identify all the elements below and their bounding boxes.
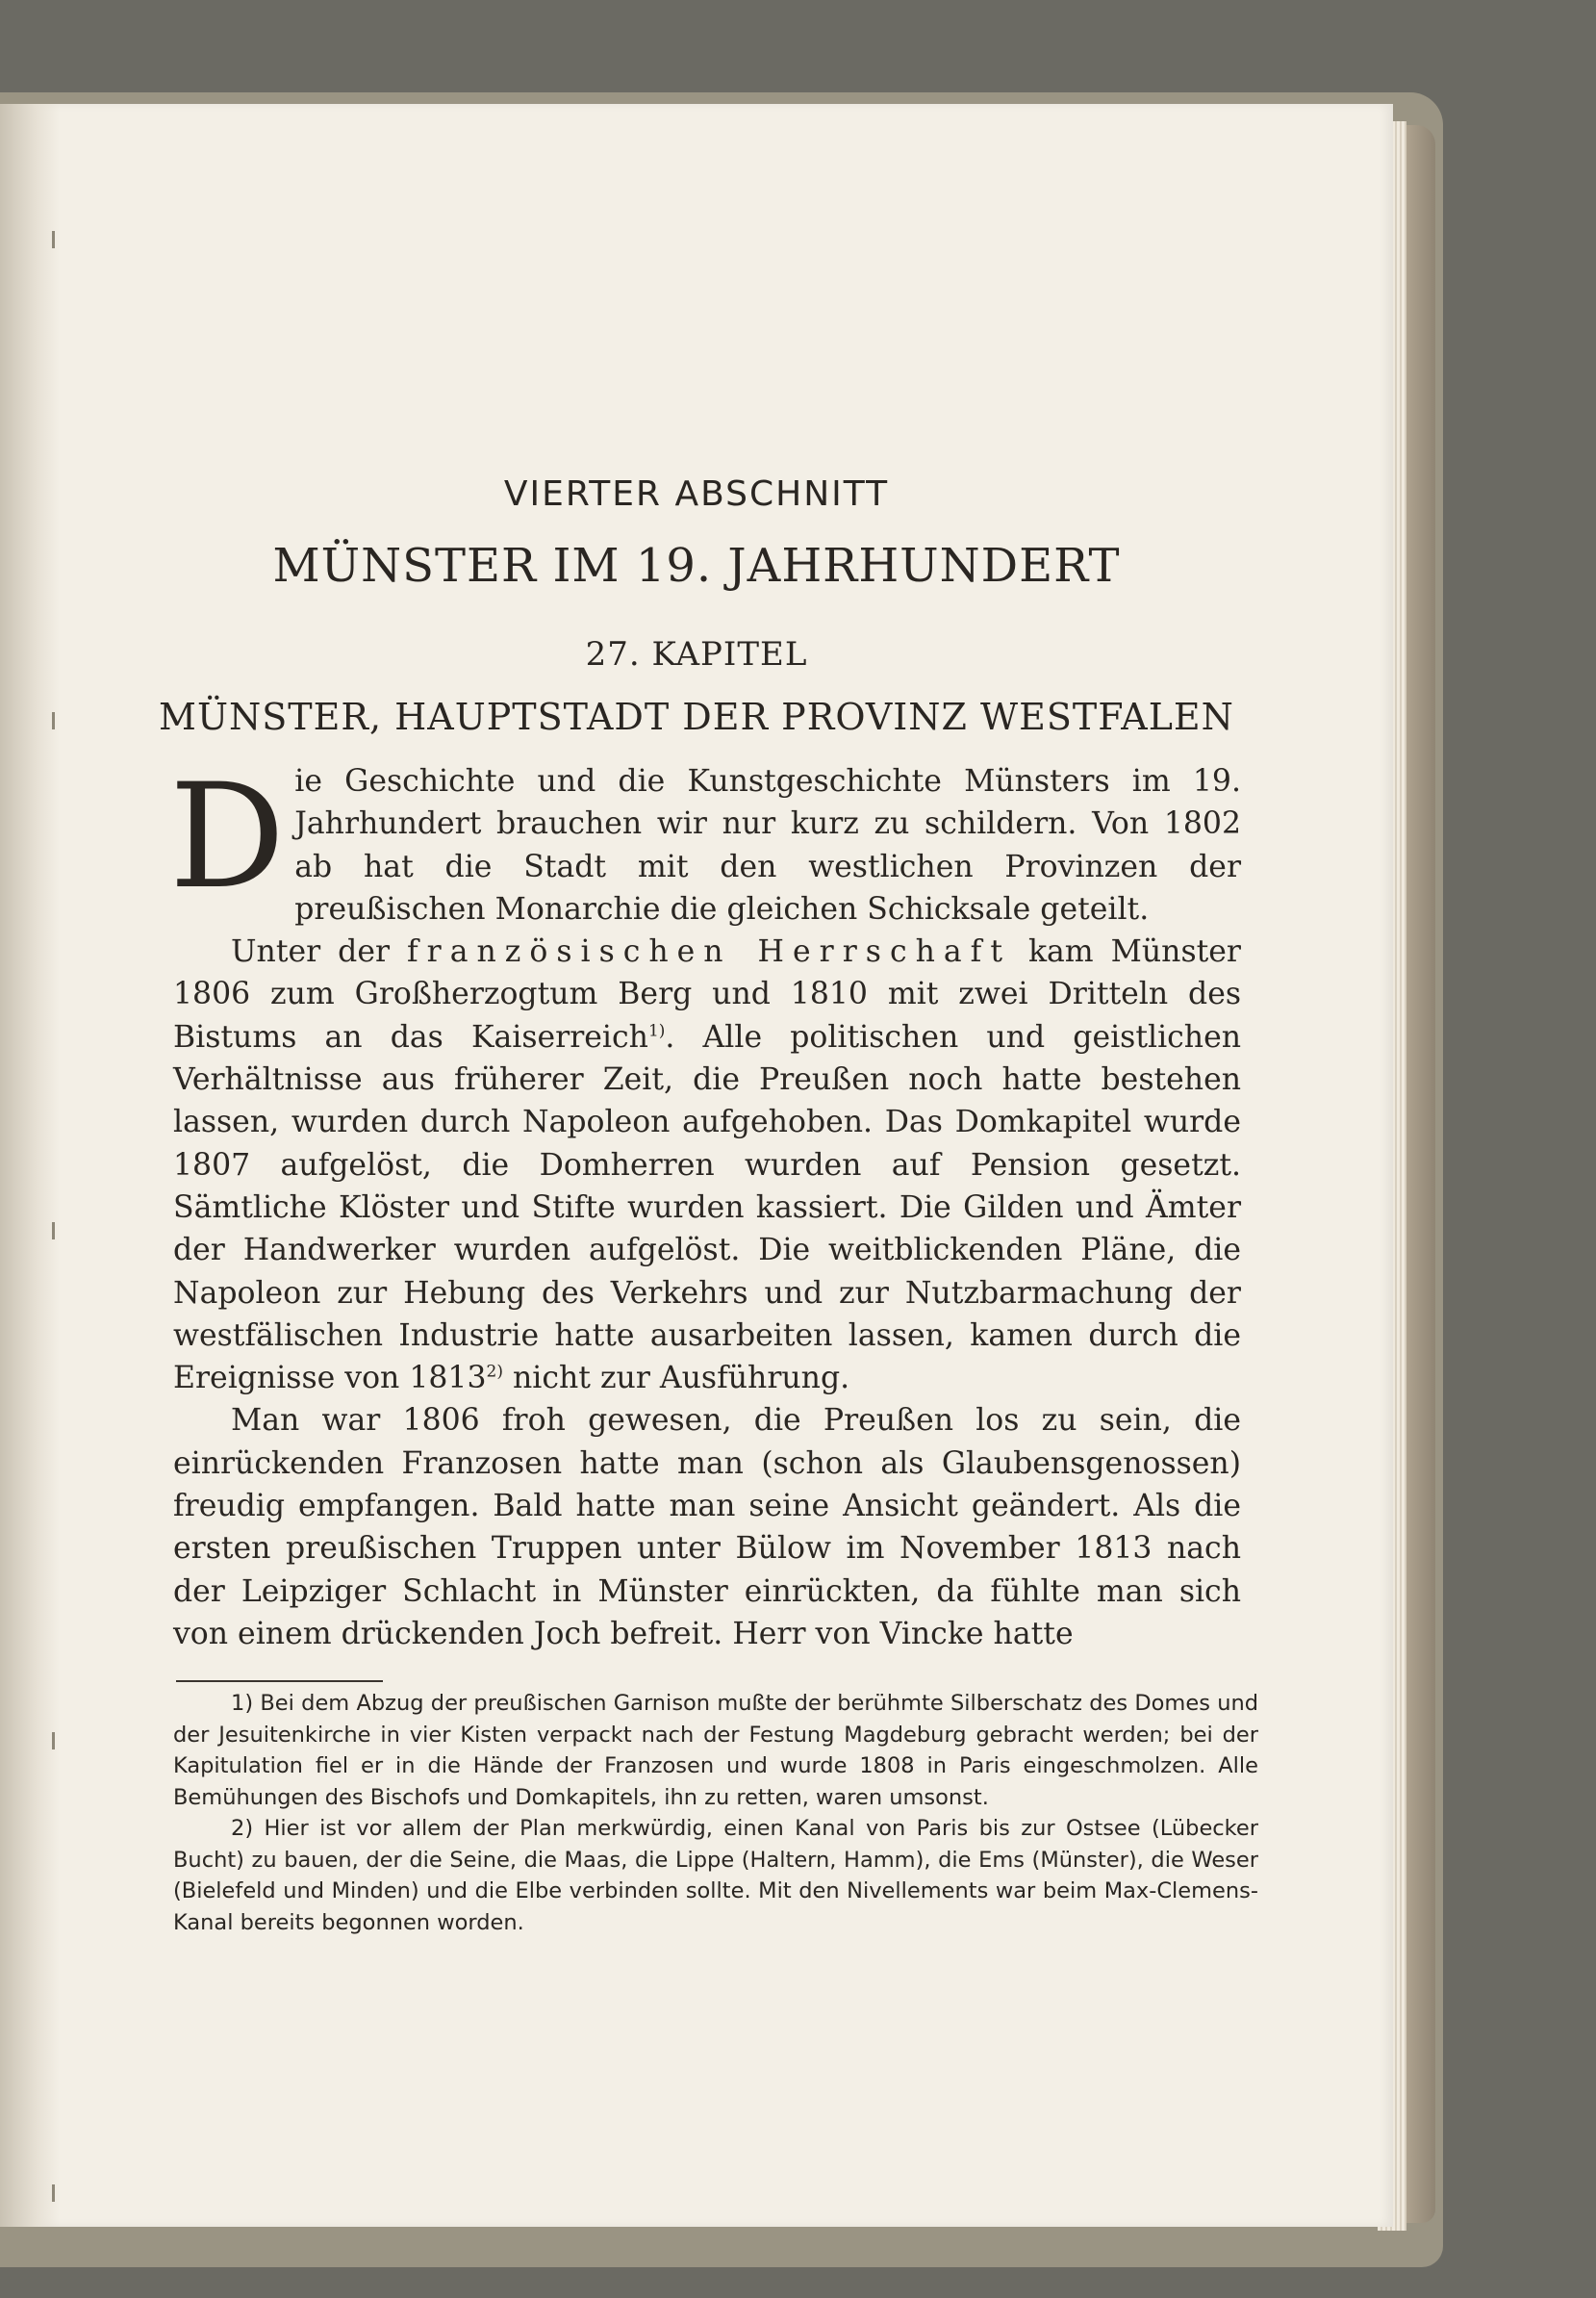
- paragraph-3-text: Man war 1806 froh gewesen, die Preußen los zu sein, die einrückenden Franzosen hatte man (schon als Glaubensgenossen) freudig empfangen. Bald hatte man seine Ansicht geändert. Als die ersten preußischen Truppen unter Bülow im November 1813 nach der Leipziger Schlacht in Münster einrückten, da fühlte man sich von einem drückenden Joch befreit. Herr von Vincke hatte: [173, 1403, 1241, 1651]
- part-title: MÜNSTER IM 19. JAHRHUNDERT: [272, 539, 1121, 593]
- chapter-title: MÜNSTER, HAUPTSTADT DER PROVINZ WESTFALEN: [159, 696, 1234, 738]
- paragraph-1-text: ie Geschichte und die Kunstgeschichte Münsters im 19. Jahrhundert brauchen wir nur kurz zu schildern. Von 1802 ab hat die Stadt mit den westlichen Provinzen der preußischen Monarchie die gleichen Schicksale geteilt.: [294, 764, 1241, 927]
- page-gutter: [0, 104, 60, 2227]
- footnote-ref-1[interactable]: 1): [647, 1021, 666, 1041]
- footnote-rule: [176, 1680, 383, 1682]
- binding-thread: [52, 231, 55, 248]
- footnote-ref-2[interactable]: 2): [486, 1362, 503, 1382]
- binding-thread: [52, 1222, 55, 1239]
- section-label: VIERTER ABSCHNITT: [503, 474, 890, 514]
- footnotes: [173, 1688, 1258, 1938]
- paragraph-3: [173, 1399, 1241, 1655]
- paragraph-1: [169, 753, 1241, 931]
- binding-thread: [52, 2184, 55, 2202]
- paragraph-2-text-cont: . Alle politischen und geistlichen Verhältnisse aus früherer Zeit, die Preußen noch hatte bestehen lassen, wurden durch Napoleon aufgehoben. Das Domkapitel wurde 1807 aufgelöst, die Domherren wurden auf Pension gesetzt. Sämtliche Klöster und Stifte wurden kassiert. Die Gilden und Ämter der Handwerker wurden aufgelöst. Die weitblickenden Pläne, die Napoleon zur Hebung des Verkehrs und zur Nutzbarmachung der westfälischen Industrie hatte ausarbeiten lassen, kamen durch die Ereignisse von 1813: [173, 1019, 1241, 1396]
- footnote-2: 2) Hier ist vor allem der Plan merkwürdig, einen Kanal von Paris bis zur Ostsee (Lübecker Bucht) zu bauen, der die Seine, die Maas, die Lippe (Haltern, Hamm), die Ems (Münster), die Weser (Bielefeld und Minden) und die Elbe verbinden sollte. Mit den Nivellements war beim Max-Clemens-Kanal bereits begonnen worden.: [173, 1816, 1258, 1935]
- body-text: [169, 753, 1241, 1655]
- paragraph-2: [173, 931, 1241, 1399]
- chapter-label: 27. KAPITEL: [585, 635, 808, 674]
- paragraph-2-text: kam Münster 1806 zum Großherzogtum Berg und 1810 mit zwei Dritteln des Bistums an das Kaiserreich: [173, 934, 1241, 1055]
- binding-thread: [52, 1732, 55, 1749]
- footnote-1: 1) Bei dem Abzug der preußischen Garnison mußte der berühmte Silberschatz des Domes und der Jesuitenkirche in vier Kisten verpackt nach der Festung Magdeburg gebracht werden; bei der Kapitulation fiel er in die Hände der Franzosen und wurde 1808 in Paris eingeschmolzen. Alle Bemühungen des Bischofs und Domkapitels, ihn zu retten, waren umsonst.: [173, 1691, 1258, 1810]
- paragraph-2-end: nicht zur Ausführung.: [502, 1361, 850, 1396]
- drop-cap: D: [169, 753, 286, 921]
- paragraph-2-start: Unter der: [231, 934, 407, 970]
- spaced-emphasis: französischen Herrschaft: [406, 934, 1011, 970]
